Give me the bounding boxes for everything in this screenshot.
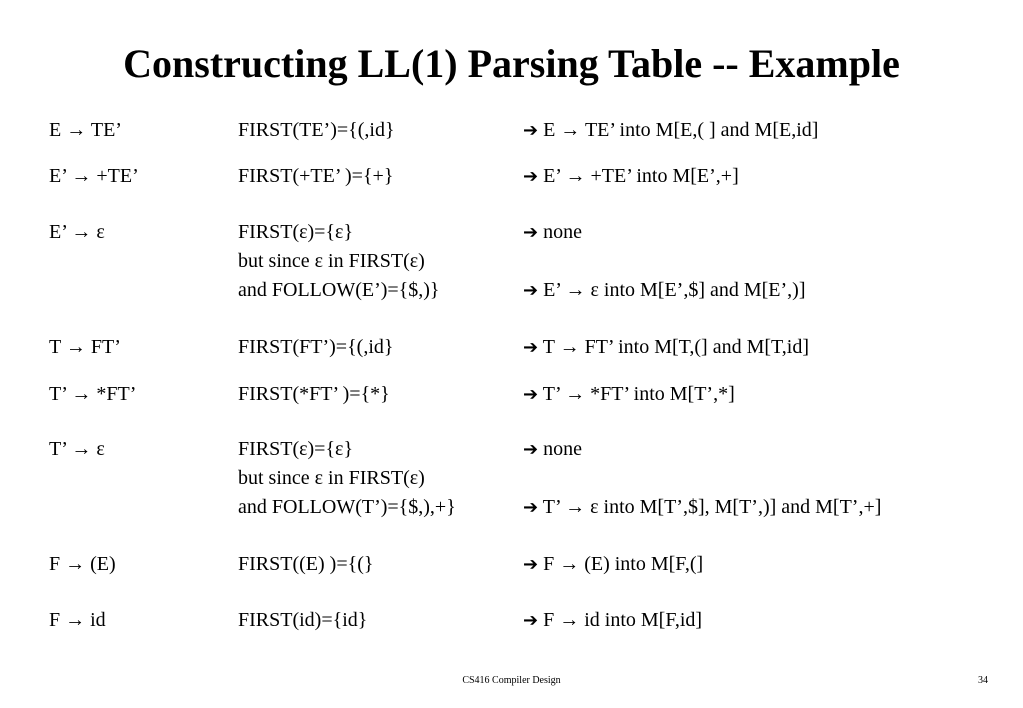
- rule-row: [0, 435, 1023, 463]
- first-set: but since ε in FIRST(ε): [238, 467, 425, 489]
- page-number: 34: [978, 675, 988, 686]
- production: E’ → +TE’: [49, 165, 139, 187]
- rule-row: [0, 606, 1023, 634]
- action-text: T’ → ε into M[T’,$], M[T’,)] and M[T’,+]: [542, 496, 882, 518]
- rule-row: [0, 116, 1023, 144]
- action-text: T’ → *FT’ into M[T’,*]: [542, 383, 735, 405]
- production: F → (E): [49, 553, 116, 575]
- production: T’ → *FT’: [49, 383, 137, 405]
- arrow-icon: ➔: [523, 222, 539, 243]
- action: [523, 550, 703, 579]
- production: F → id: [49, 609, 106, 631]
- first-set: FIRST(ε)={ε}: [238, 221, 354, 243]
- rule-row: [0, 247, 1023, 275]
- action-text: E’ → +TE’ into M[E’,+]: [543, 165, 739, 187]
- first-set: but since ε in FIRST(ε): [238, 250, 425, 272]
- arrow-icon: ➔: [523, 120, 539, 141]
- action: [523, 493, 881, 522]
- action-text: F → id into M[F,id]: [543, 609, 703, 631]
- rule-row: [0, 550, 1023, 578]
- production: T’ → ε: [49, 438, 105, 460]
- action-text: F → (E) into M[F,(]: [543, 553, 704, 575]
- rule-row: [0, 218, 1023, 246]
- action: [523, 162, 739, 191]
- action-text: E → TE’ into M[E,( ] and M[E,id]: [543, 119, 819, 141]
- production: T → FT’: [49, 336, 121, 358]
- action: [523, 606, 702, 635]
- footer-course: CS416 Compiler Design: [462, 675, 561, 686]
- action: [523, 116, 818, 145]
- production: E → TE’: [49, 119, 122, 141]
- first-set: FIRST(ε)={ε}: [238, 438, 354, 460]
- action-text: none: [543, 438, 582, 460]
- first-set: FIRST(id)={id}: [238, 609, 368, 631]
- first-set: FIRST(+TE’ )={+}: [238, 165, 394, 187]
- first-set: and FOLLOW(E’)={$,)}: [238, 279, 440, 301]
- rule-row: [0, 276, 1023, 304]
- arrow-icon: ➔: [523, 497, 539, 518]
- arrow-icon: ➔: [523, 554, 539, 575]
- action-text: none: [543, 221, 582, 243]
- slide-title: Constructing LL(1) Parsing Table -- Example: [123, 41, 900, 86]
- rule-row: [0, 464, 1023, 492]
- action: [523, 276, 806, 305]
- action-text: E’ → ε into M[E’,$] and M[E’,)]: [543, 279, 806, 301]
- arrow-icon: ➔: [523, 610, 539, 631]
- first-set: FIRST(*FT’ )={*}: [238, 383, 390, 405]
- first-set: and FOLLOW(T’)={$,),+}: [238, 496, 456, 518]
- production: E’ → ε: [49, 221, 105, 243]
- action: [523, 435, 582, 464]
- action: [523, 333, 809, 362]
- arrow-icon: ➔: [523, 439, 539, 460]
- action-text: T → FT’ into M[T,(] and M[T,id]: [542, 336, 809, 358]
- first-set: FIRST(FT’)={(,id}: [238, 336, 394, 358]
- rule-row: [0, 162, 1023, 190]
- arrow-icon: ➔: [523, 166, 539, 187]
- first-set: FIRST((E) )={(}: [238, 553, 374, 575]
- arrow-icon: ➔: [523, 337, 539, 358]
- action: [523, 218, 582, 247]
- rule-row: [0, 333, 1023, 361]
- rule-row: [0, 380, 1023, 408]
- first-set: FIRST(TE’)={(,id}: [238, 119, 395, 141]
- rule-row: [0, 493, 1023, 521]
- arrow-icon: ➔: [523, 384, 539, 405]
- arrow-icon: ➔: [523, 280, 539, 301]
- action: [523, 380, 735, 409]
